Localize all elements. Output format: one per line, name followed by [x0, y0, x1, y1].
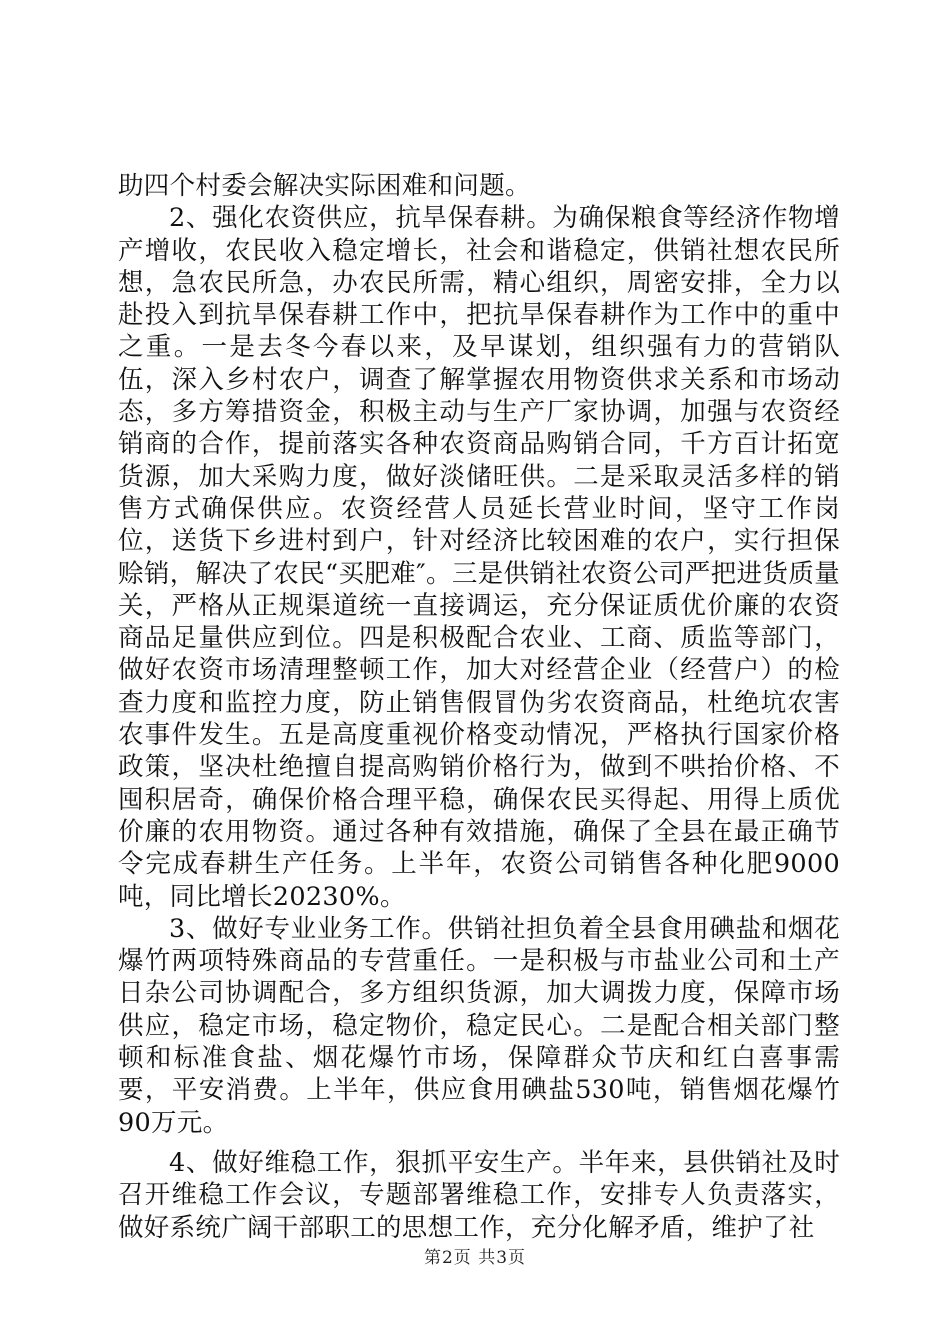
paragraph-stability-safety: 4、做好维稳工作，狠抓平安生产。半年来，县供销社及时召开维稳工作会议，专题部署维稳工作，安排专人负责落实，做好系统广阔干部职工的思想工作，充分化解矛盾，维护了社 — [118, 1147, 840, 1243]
document-body — [118, 170, 840, 1244]
paragraph-continuation: 助四个村委会解决实际困难和问题。 — [118, 171, 531, 201]
paragraph-agri-supply: 2、强化农资供应，抗旱保春耕。为确保粮食等经济作物增产增收，农民收入稳定增长，社会和谐稳定，供销社想农民所想，急农民所急，办农民所需，精心组织，周密安排，全力以赴投入到抗旱保春耕工作中，把抗旱保春耕作为工作中的重中之重。一是去冬今春以来，及早谋划，组织强有力的营销队伍，深入乡村农户，调查了解掌握农用物资供求关系和市场动态，多方筹措资金，积极主动与生产厂家协调，加强与农资经销商的合作，提前落实各种农资商品购销合同，千方百计拓宽货源，加大采购力度，做好淡储旺供。二是采取灵活多样的销售方式确保供应。农资经营人员延长营业时间，坚守工作岗位，送货下乡进村到户，针对经济比较困难的农户，实行担保赊销，解决了农民“买肥难″。三是供销社农资公司严把进货质量关，严格从正规渠道统一直接调运，充分保证质优价廉的农资商品足量供应到位。四是积极配合农业、工商、质监等部门，做好农资市场清理整顿工作，加大对经营企业（经营户）的检查力度和监控力度，防止销售假冒伪劣农资商品，杜绝坑农害农事件发生。五是高度重视价格变动情况，严格执行国家价格政策，坚决杜绝擅自提高购销价格行为，做到不哄抬价格、不囤积居奇，确保价格合理平稳，确保农民买得起、用得上质优价廉的农用物资。通过各种有效措施，确保了全县在最正确节令完成春耕生产任务。上半年，农资公司销售各种化肥9000吨，同比增长20230%。 — [118, 203, 840, 912]
paragraph-special-business: 3、做好专业业务工作。供销社担负着全县食用碘盐和烟花爆竹两项特殊商品的专营重任。一是积极与市盐业公司和土产日杂公司协调配合，多方组织货源，加大调拨力度，保障市场供应，稳定市场，稳定物价，稳定民心。二是配合相关部门整顿和标准食盐、烟花爆竹市场，保障群众节庆和红白喜事需要，平安消费。上半年，供应食用碘盐530吨，销售烟花爆竹90万元。 — [118, 913, 840, 1138]
page-footer: 第2页 共3页 — [423, 1248, 527, 1268]
